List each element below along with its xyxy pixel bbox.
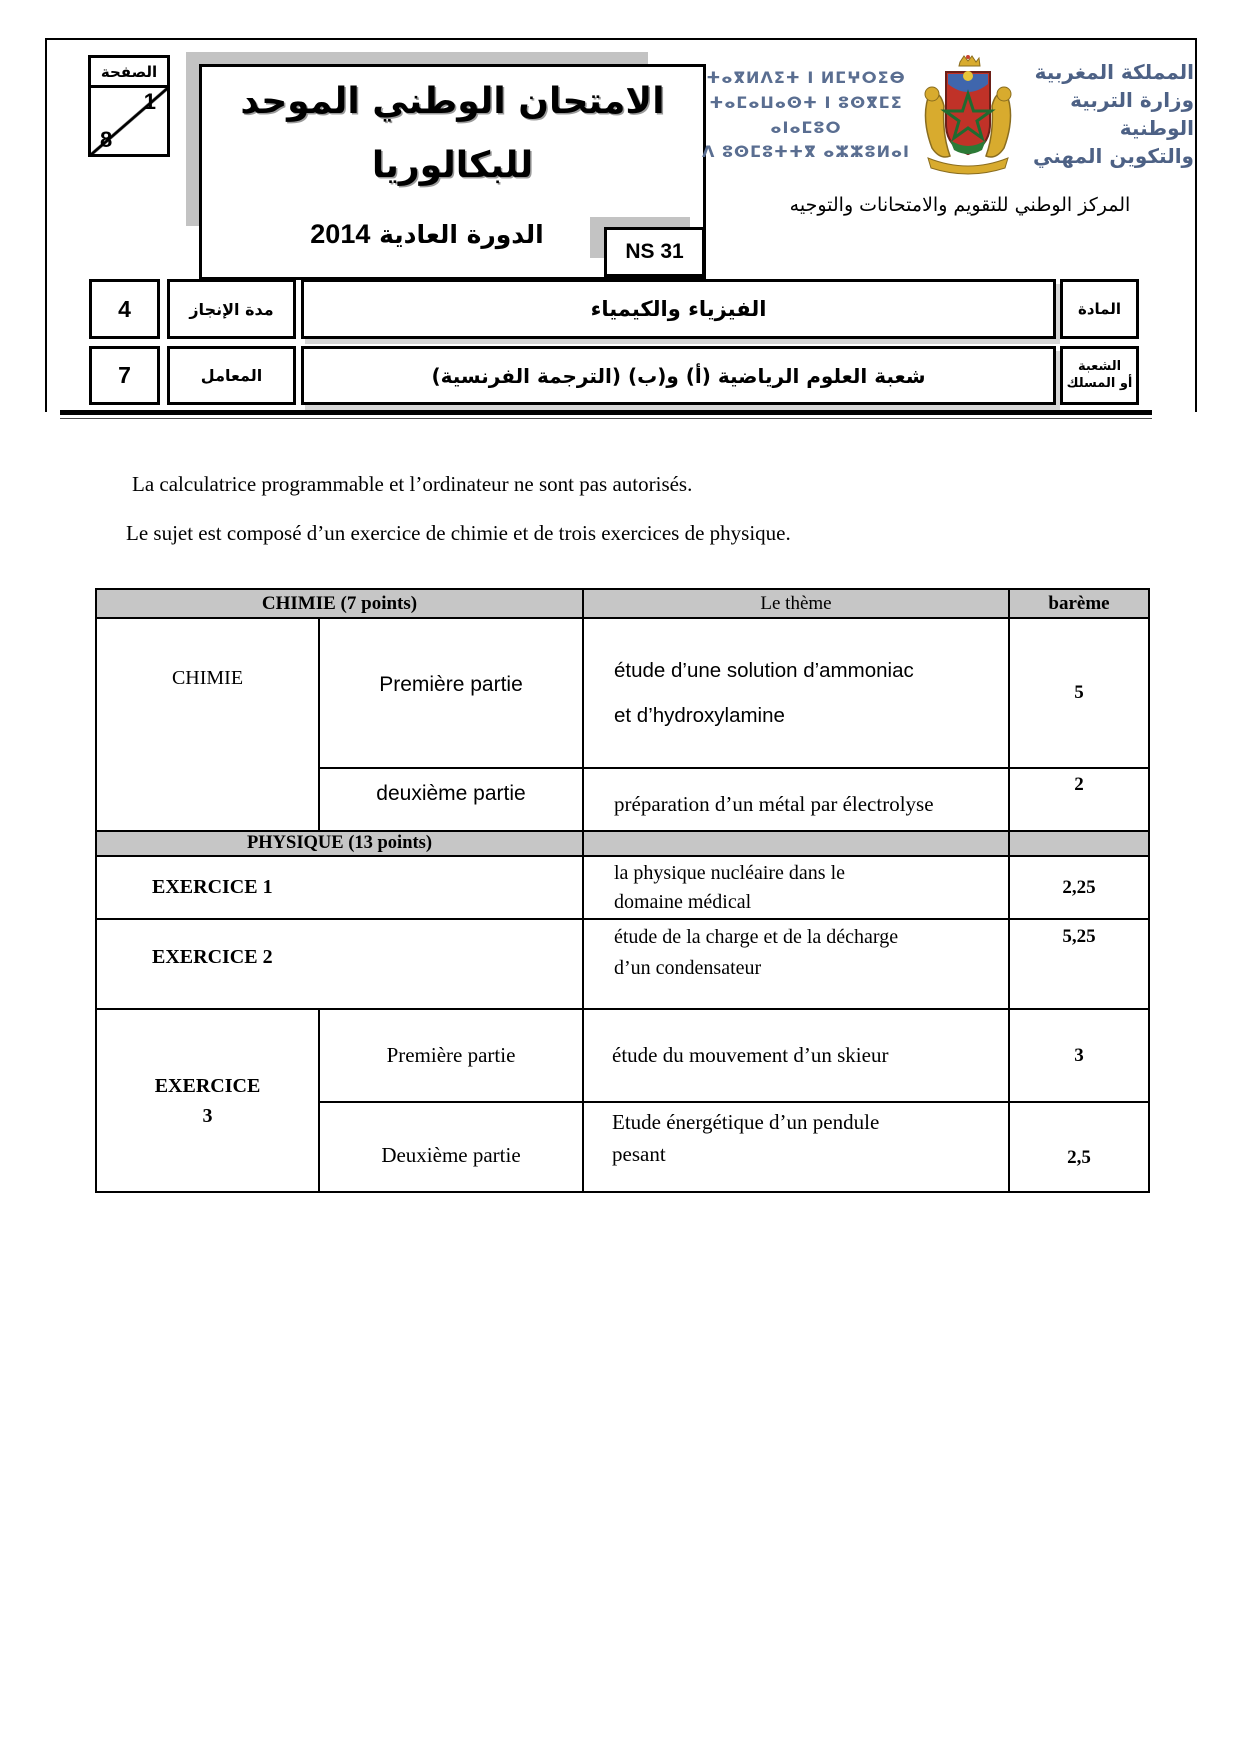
exercice3-part1-bareme: 3	[1009, 1009, 1149, 1102]
duration-label-cell: مدة الإنجاز	[167, 279, 296, 339]
stream-label-line1: الشعبة	[1077, 359, 1122, 375]
exercice3-part1-row	[96, 1009, 1149, 1102]
exercice1-row	[96, 856, 1149, 919]
stream-label-line2: أو المسلك	[1066, 375, 1133, 391]
ministry-line1: المملكة المغربية	[1034, 60, 1194, 84]
chimie-part1-name: Première partie	[319, 618, 583, 768]
exercice3-part1-theme: étude du mouvement d’un skieur	[583, 1009, 1009, 1102]
exercice3-part2-bareme: 2,5	[1009, 1102, 1149, 1192]
exercice3-part2-theme	[583, 1102, 1009, 1192]
tifinagh-line2: ⵜⴰⵎⴰⵡⴰⵙⵜ ⵏ ⵓⵙⴳⵎⵉ ⴰⵏⴰⵎⵓⵔ	[709, 92, 903, 137]
chimie-label-cell: CHIMIE	[96, 618, 319, 831]
exercice2-theme	[583, 919, 1009, 1009]
exercice1-theme-line2: domaine médical	[614, 891, 752, 913]
chimie-part2-name: deuxième partie	[319, 768, 583, 831]
stream-cell: شعبة العلوم الرياضية (أ) و(ب) (الترجمة الفرنسية)	[301, 346, 1056, 405]
exercice3-label-line2: 3	[202, 1104, 213, 1127]
chimie-part1-row	[96, 618, 1149, 768]
chimie-part2-bareme: 2	[1009, 768, 1149, 831]
coefficient-label-cell: المعامل	[167, 346, 296, 405]
tifinagh-line3: ⴷ ⵓⵙⵎⵓⵜⵜⴳ ⴰⵣⵣⵓⵍⴰⵏ	[701, 142, 911, 162]
physique-header-cell: PHYSIQUE (13 points)	[96, 831, 583, 856]
coefficient-value-cell: 7	[89, 346, 160, 405]
exercice2-label: EXERCICE 2	[96, 919, 583, 1009]
exercice3-part2-theme-line1: Etude énergétique d’un pendule	[612, 1110, 880, 1134]
ministry-name-arabic	[1020, 58, 1194, 170]
exercice3-label-line1: EXERCICE	[154, 1074, 261, 1097]
header-theme: Le thème	[583, 589, 1009, 618]
page-label: الصفحة	[91, 58, 167, 88]
stream-label-cell	[1060, 346, 1139, 405]
chimie-part1-bareme: 5	[1009, 618, 1149, 768]
notice-composition: Le sujet est composé d’un exercice de chimie et de trois exercices de physique.	[126, 521, 791, 545]
table-header-row	[96, 589, 1149, 618]
physique-header-row	[96, 831, 1149, 856]
header-separator-thin	[60, 418, 1152, 419]
session-text: الدورة العادية	[379, 220, 544, 249]
title-shadow-left	[186, 52, 199, 226]
exercice3-part2-theme-line2: pesant	[612, 1141, 666, 1166]
page-total: 8	[100, 127, 113, 152]
chimie-part2-theme: préparation d’un métal par électrolyse	[583, 768, 1009, 831]
exam-title-line1: الامتحان الوطني الموحد	[240, 81, 665, 122]
exercice2-theme-line2: d’un condensateur	[614, 957, 762, 979]
exercice3-label-cell	[96, 1009, 319, 1192]
tifinagh-text	[700, 66, 912, 165]
coat-of-arms	[916, 54, 1020, 178]
chimie-part1-theme-line1: étude d’une solution d’ammoniac	[614, 658, 914, 682]
exercice3-part1-name: Première partie	[319, 1009, 583, 1102]
page-number-box	[88, 55, 170, 157]
ministry-line3: والتكوين المهني	[1033, 144, 1194, 168]
exercice1-theme	[583, 856, 1009, 919]
exercice1-theme-line1: la physique nucléaire dans le	[614, 862, 846, 884]
physique-header-empty-theme	[583, 831, 1009, 856]
exercice2-theme-line1: étude de la charge et de la décharge	[614, 926, 899, 948]
subject-cell: الفيزياء والكيمياء	[301, 279, 1056, 339]
physique-header-empty-bareme	[1009, 831, 1149, 856]
tifinagh-line1: ⵜⴰⴳⵍⴷⵉⵜ ⵏ ⵍⵎⵖⵔⵉⴱ	[706, 68, 906, 87]
exam-title-line2: للبكالوريا	[371, 145, 534, 186]
exercice1-label: EXERCICE 1	[96, 856, 583, 919]
national-center-name: المركز الوطني للتقويم والامتحانات والتوجيه	[789, 194, 1131, 216]
chimie-part1-theme-line2: et d’hydroxylamine	[614, 704, 785, 727]
subject-label-cell: المادة	[1060, 279, 1139, 339]
ns-code: NS 31	[625, 240, 684, 263]
exercice1-bareme: 2,25	[1009, 856, 1149, 919]
page-fraction	[91, 88, 167, 154]
exam-session-line	[262, 219, 592, 250]
chimie-part1-theme	[583, 618, 1009, 768]
header-separator-thick	[60, 410, 1152, 415]
page-current: 1	[143, 89, 156, 114]
exercice3-part2-name: Deuxième partie	[319, 1102, 583, 1192]
ministry-line2: وزارة التربية الوطنية	[1070, 88, 1194, 140]
duration-value-cell: 4	[89, 279, 160, 339]
notice-calculator: La calculatrice programmable et l’ordinateur ne sont pas autorisés.	[132, 472, 693, 496]
header-bareme: barème	[1009, 589, 1149, 618]
exercice2-row	[96, 919, 1149, 1009]
header-chimie: CHIMIE (7 points)	[96, 589, 583, 618]
exercice2-bareme: 5,25	[1009, 919, 1149, 1009]
ns-code-box	[604, 227, 705, 277]
title-shadow-top	[186, 52, 648, 64]
exam-structure-table	[95, 588, 1150, 1193]
session-year: 2014	[310, 219, 371, 249]
